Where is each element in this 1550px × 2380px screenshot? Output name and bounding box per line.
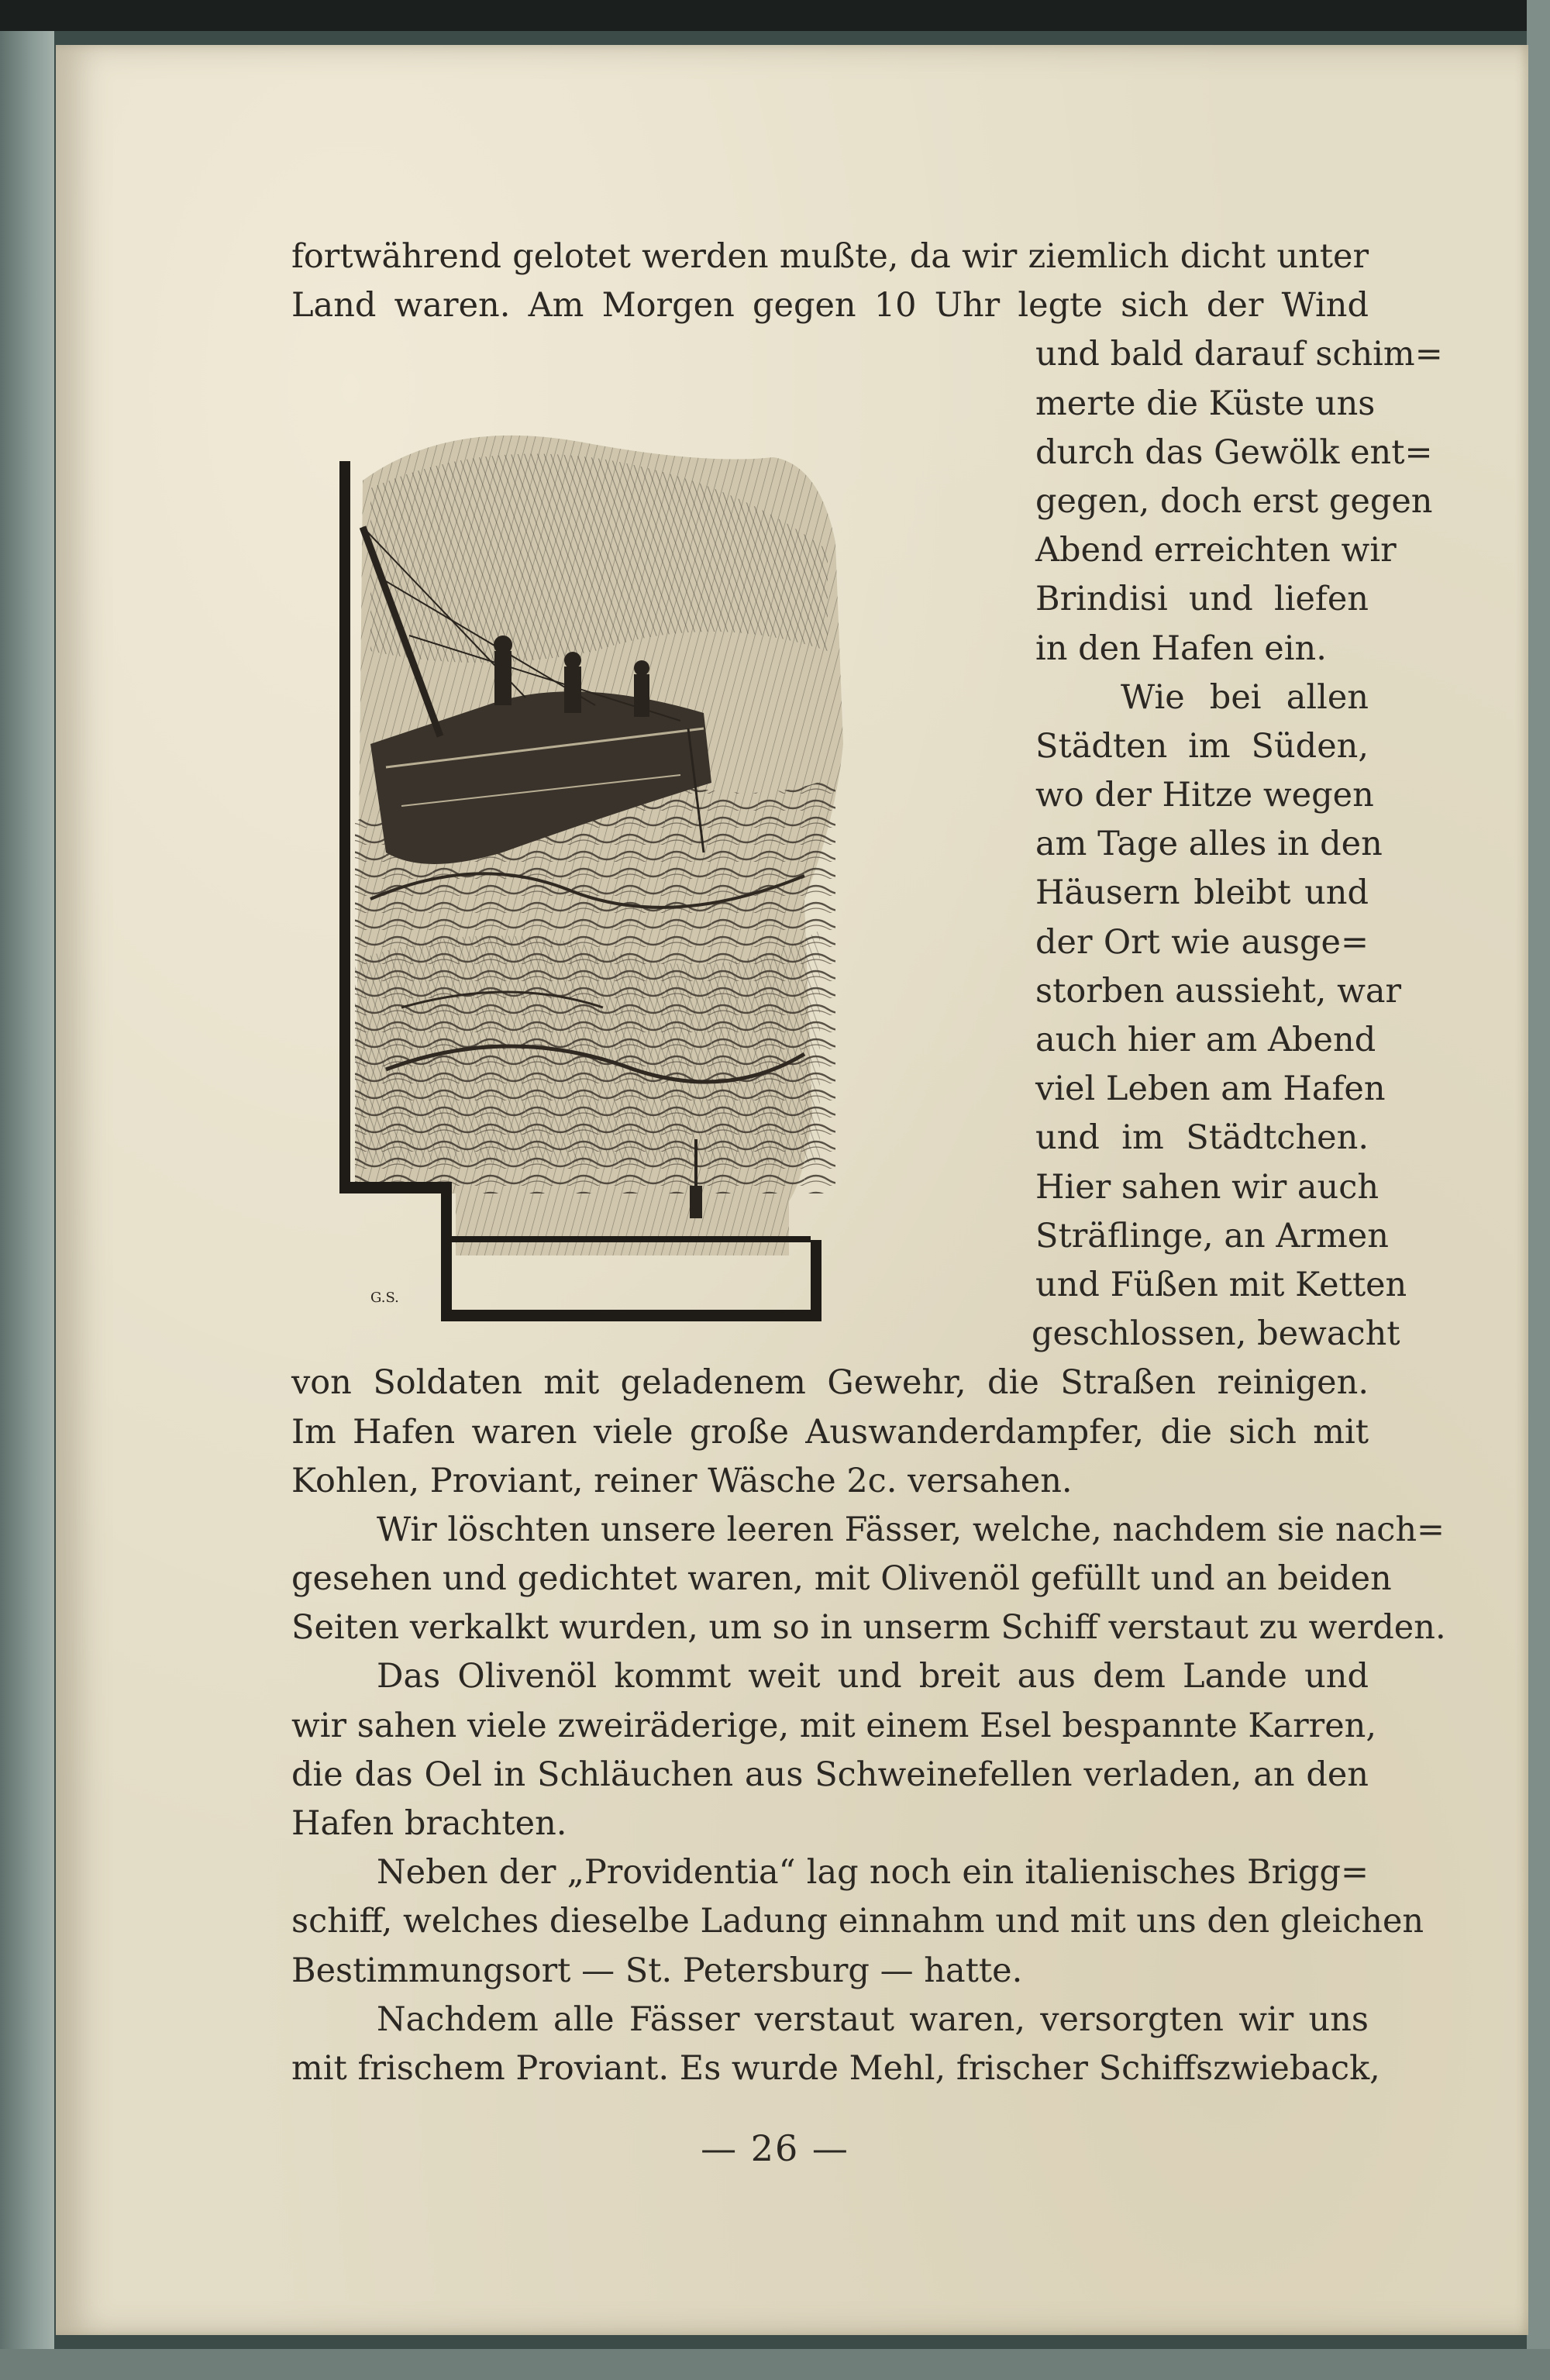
text-line-beside-image: gegen, doch erst gegen — [1035, 481, 1433, 521]
text-line: Nachdem alle Fässer verstaut waren, versorgten wir uns — [377, 1999, 1369, 2039]
book-cover-edge-bottom — [0, 2349, 1550, 2380]
text-line-beside-image: durch das Gewölk ent= — [1035, 432, 1433, 472]
text-line-beside-image: merte die Küste uns — [1035, 384, 1376, 423]
text-line-beside-image: Städten im Süden, — [1035, 726, 1369, 766]
text-line-beside-image: am Tage alles in den — [1035, 825, 1383, 864]
book-cover-edge-right — [1527, 0, 1550, 2380]
text-line: Seiten verkalkt wurden, um so in unserm Schiff verstaut zu werden. — [291, 1608, 1446, 1648]
text-line-beside-image: Häusern bleibt und — [1035, 873, 1369, 913]
text-line: Bestimmungsort — St. Petersburg — hatte. — [291, 1951, 1023, 1990]
text-line-beside-image: in den Hafen ein. — [1035, 629, 1327, 668]
text-line: Neben der „Providentia“ lag noch ein italienisches Brigg= — [377, 1853, 1369, 1893]
book-cover-edge-left — [0, 31, 54, 2349]
text-line-beside-image: und Füßen mit Ketten — [1035, 1265, 1407, 1304]
text-line: Land waren. Am Morgen gegen 10 Uhr legte sich der Wind — [291, 286, 1369, 325]
text-line: Hafen brachten. — [291, 1804, 567, 1843]
text-line-beside-image: Abend erreichten wir — [1035, 531, 1397, 570]
text-line-beside-image: Brindisi und liefen — [1035, 580, 1369, 619]
text-line-beside-image: auch hier am Abend — [1035, 1021, 1376, 1059]
text-line-beside-image: storben aussieht, war — [1035, 971, 1402, 1011]
text-line: Kohlen, Proviant, reiner Wäsche 2c. versahen. — [291, 1461, 1073, 1500]
text-line-beside-image: viel Leben am Hafen — [1035, 1069, 1386, 1109]
text-line: Wir löschten unsere leeren Fässer, welche, nachdem sie nach= — [377, 1510, 1445, 1549]
text-line: Das Olivenöl kommt weit und breit aus dem Lande und — [377, 1657, 1369, 1696]
text-line: schiff, welches dieselbe Ladung einnahm und mit uns den gleichen — [291, 1902, 1424, 1941]
text-line-beside-image: wo der Hitze wegen — [1035, 776, 1374, 815]
text-line-beside-image: und im Städtchen. — [1035, 1118, 1369, 1158]
text-line-beside-image: und bald darauf schim= — [1035, 335, 1443, 374]
text-line-beside-image: geschlossen, bewacht — [1032, 1314, 1400, 1354]
artist-signature: G.S. — [370, 1290, 399, 1306]
text-line: wir sahen viele zweiräderige, mit einem Esel bespannte Karren, — [291, 1706, 1377, 1745]
text-line: Im Hafen waren viele große Auswanderdampfer, die sich mit — [291, 1412, 1369, 1452]
text-line-beside-image: Hier sahen wir auch — [1035, 1167, 1380, 1207]
text-line: fortwährend gelotet werden mußte, da wir ziemlich dicht unter — [291, 237, 1369, 276]
text-line: gesehen und gedichtet waren, mit Olivenöl gefüllt und an beiden — [291, 1559, 1392, 1599]
text-line: mit frischem Proviant. Es wurde Mehl, frischer Schiffszwieback, — [291, 2048, 1380, 2088]
text-line-beside-image: der Ort wie ausge= — [1035, 922, 1369, 962]
text-line-beside-image: Sträflinge, an Armen — [1035, 1216, 1389, 1255]
scan-edge — [0, 0, 1550, 31]
text-line: die das Oel in Schläuchen aus Schweinefellen verladen, an den — [291, 1755, 1369, 1794]
ship-in-storm-illustration — [339, 418, 969, 1321]
text-line-beside-image: Wie bei allen — [1121, 677, 1369, 717]
page-number: — 26 — — [701, 2127, 849, 2169]
text-line: von Soldaten mit geladenem Gewehr, die Straßen reinigen. — [291, 1363, 1369, 1403]
